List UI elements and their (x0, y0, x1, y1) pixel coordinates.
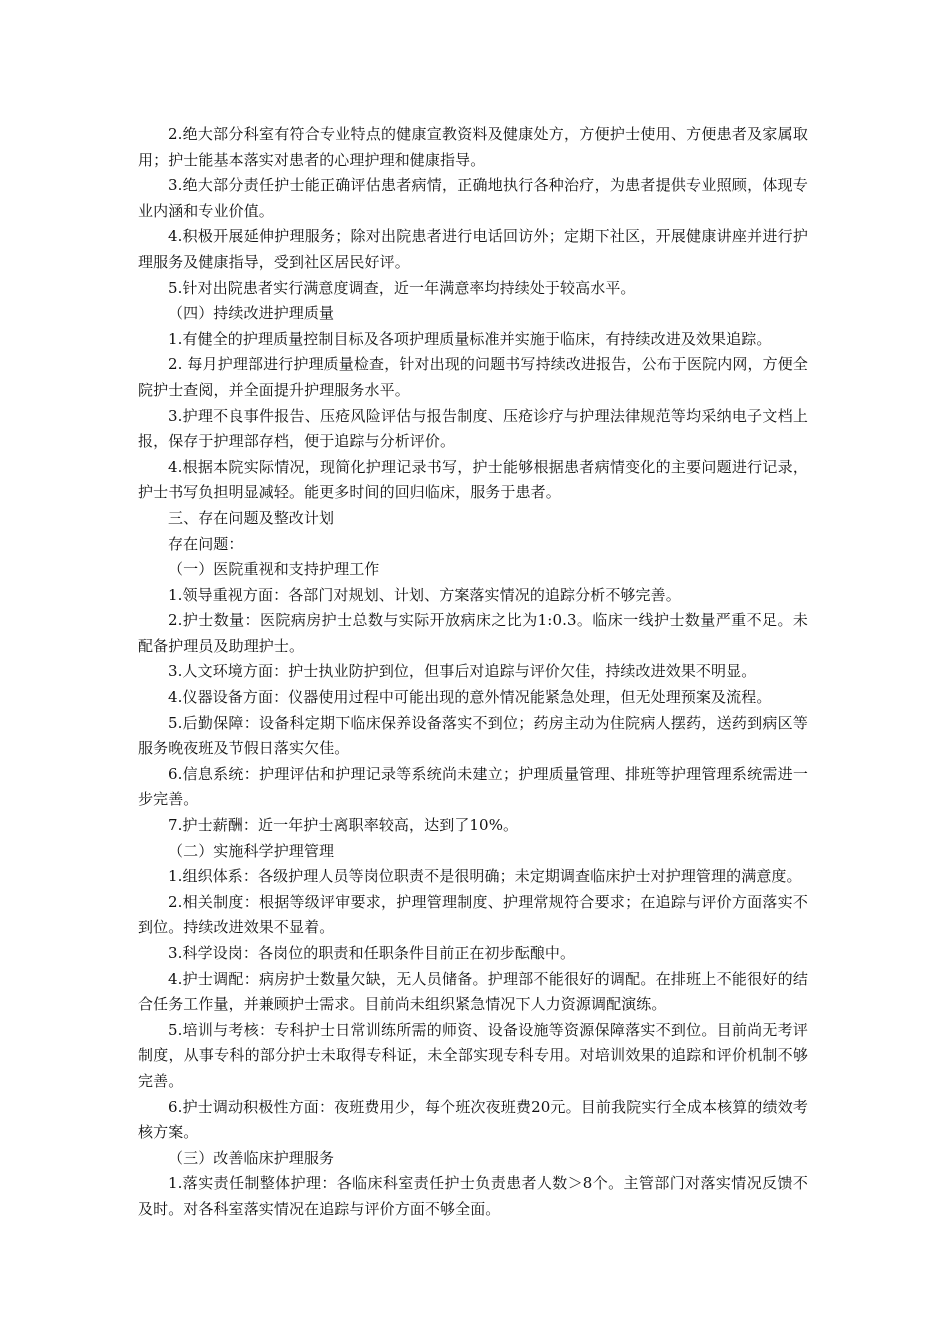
paragraph: 3.人文环境方面：护士执业防护到位，但事后对追踪与评价欠佳，持续改进效果不明显。 (168, 662, 757, 681)
paragraph: 6.护士调动积极性方面：夜班费用少，每个班次夜班费20元。目前我院实行全成本核算的绩效考核方案。 (138, 1097, 808, 1142)
paragraph: 1.落实责任制整体护理：各临床科室责任护士负责患者人数＞8个。主管部门对落实情况反馈不及时。对各科室落实情况在追踪与评价方面不够全面。 (138, 1174, 808, 1218)
paragraph: 7.护士薪酬：近一年护士离职率较高，达到了10%。 (168, 816, 519, 835)
subheading: 存在问题： (168, 534, 244, 553)
paragraph: 4.积极开展延伸护理服务；除对出院患者进行电话回访外；定期下社区，开展健康讲座并进行护理服务及健康指导，受到社区居民好评。 (138, 227, 808, 271)
paragraph: 5.后勤保障：设备科定期下临床保养设备落实不到位；药房主动为住院病人摆药，送药到病区等服务晚夜班及节假日落实欠佳。 (138, 713, 808, 758)
paragraph: 3.科学设岗：各岗位的职责和任职条件目前正在初步酝酿中。 (168, 944, 576, 962)
paragraph: 6.信息系统：护理评估和护理记录等系统尚未建立；护理质量管理、排班等护理管理系统需进一步完善。 (138, 764, 808, 809)
document-body (138, 122, 808, 1223)
paragraph: 4.护士调配：病房护士数量欠缺，无人员储备。护理部不能很好的调配。在排班上不能很好的结合任务工作量，并兼顾护士需求。目前尚未组织紧急情况下人力资源调配演练。 (138, 969, 808, 1014)
chapter-heading: 三、存在问题及整改计划 (168, 508, 335, 527)
paragraph: 1.有健全的护理质量控制目标及各项护理质量标准并实施于临床，有持续改进及效果追踪。 (168, 329, 772, 348)
paragraph: 1.领导重视方面：各部门对规划、计划、方案落实情况的追踪分析不够完善。 (168, 585, 681, 604)
paragraph: 1.组织体系：各级护理人员等岗位职责不是很明确；未定期调查临床护士对护理管理的满意度。 (168, 867, 802, 886)
section-heading: （四）持续改进护理质量 (168, 304, 335, 323)
paragraph: 2.绝大部分科室有符合专业特点的健康宣教资料及健康处方，方便护士使用、方便患者及家属取用；护士能基本落实对患者的心理护理和健康指导。 (138, 125, 808, 169)
paragraph: 2.护士数量：医院病房护士总数与实际开放病床之比为1:0.3。临床一线护士数量严重不足。未配备护理员及助理护士。 (138, 611, 808, 655)
paragraph: 2.相关制度：根据等级评审要求，护理管理制度、护理常规符合要求；在追踪与评价方面落实不到位。持续改进效果不显着。 (138, 892, 808, 937)
paragraph: 5.针对出院患者实行满意度调查，近一年满意率均持续处于较高水平。 (168, 278, 636, 297)
paragraph: 4.仪器设备方面：仪器使用过程中可能出现的意外情况能紧急处理，但无处理预案及流程。 (168, 688, 772, 707)
paragraph: 3.护理不良事件报告、压疮风险评估与报告制度、压疮诊疗与护理法律规范等均采纳电子文档上报，保存于护理部存档，便于追踪与分析评价。 (138, 406, 808, 451)
section-heading: （一）医院重视和支持护理工作 (168, 560, 380, 579)
paragraph: 2. 每月护理部进行护理质量检查，针对出现的问题书写持续改进报告，公布于医院内网，方便全院护士查阅，并全面提升护理服务水平。 (138, 355, 808, 399)
paragraph: 5.培训与考核：专科护士日常训练所需的师资、设备设施等资源保障落实不到位。目前尚无考评制度，从事专科的部分护士未取得专科证，未全部实现专科专用。对培训效果的追踪和评价机制不够完善。 (138, 1020, 808, 1090)
paragraph: 4.根据本院实际情况，现简化护理记录书写，护士能够根据患者病情变化的主要问题进行记录，护士书写负担明显减轻。能更多时间的回归临床，服务于患者。 (138, 457, 808, 502)
paragraph: 3.绝大部分责任护士能正确评估患者病情，正确地执行各种治疗，为患者提供专业照顾，体现专业内涵和专业价值。 (138, 176, 808, 220)
section-heading: （二）实施科学护理管理 (168, 841, 335, 860)
section-heading: （三）改善临床护理服务 (168, 1148, 335, 1167)
